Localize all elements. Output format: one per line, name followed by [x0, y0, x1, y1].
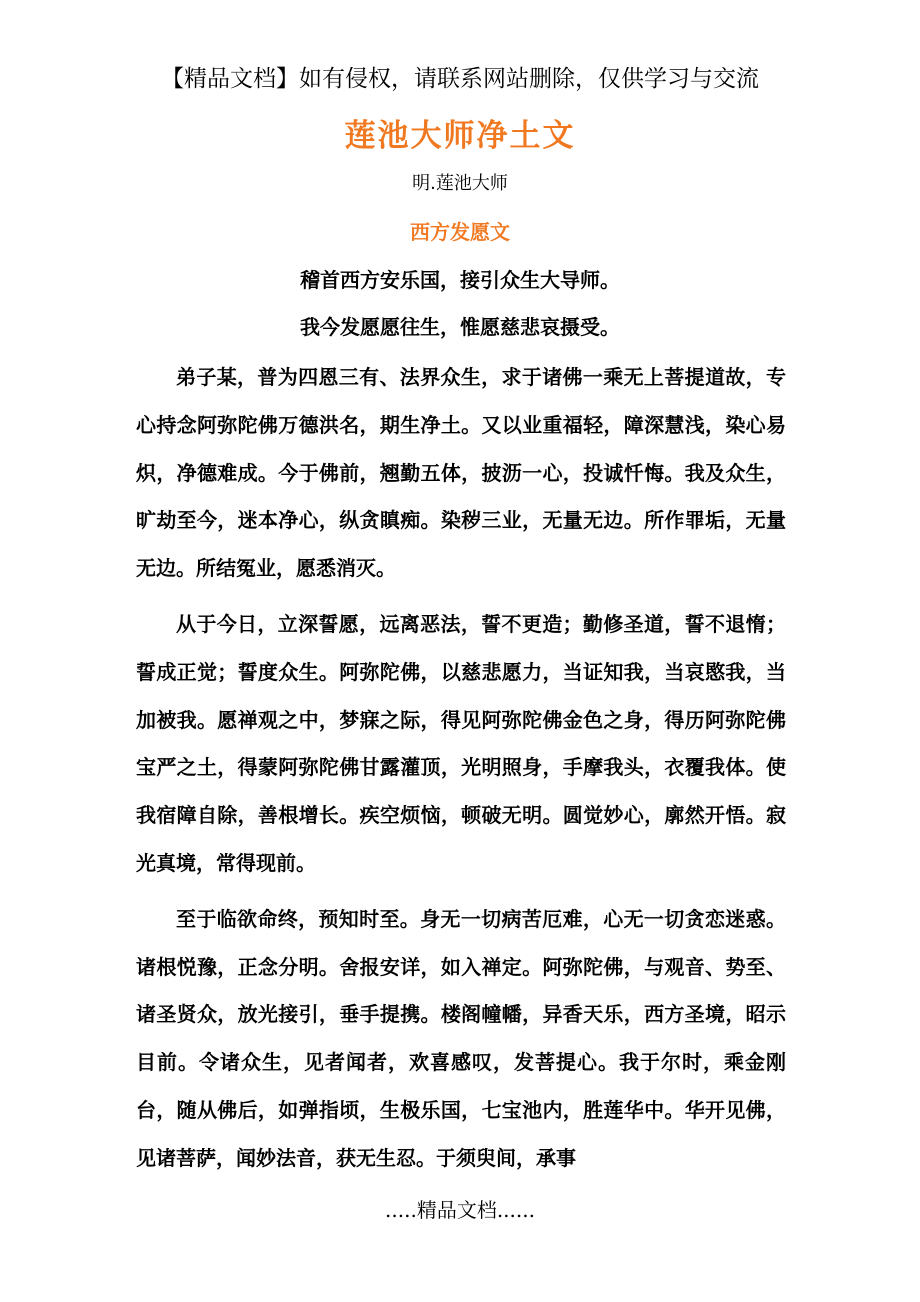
paragraph-2: 从于今日，立深誓愿，远离恶法，誓不更造；勤修圣道，誓不退惰；誓成正觉；誓度众生。阿弥陀佛，以慈悲愿力，当证知我，当哀愍我，当加被我。愿禅观之中，梦寐之际，得见阿弥陀佛金色之身，得历阿弥陀佛宝严之土，得蒙阿弥陀佛甘露灌顶，光明照身，手摩我头，衣覆我体。使我宿障自除，善根增长。疾空烦恼，顿破无明。圆觉妙心，廓然开悟。寂光真境，常得现前。 [136, 611, 786, 875]
verse-line-2: 我今发愿愿往生，惟愿慈悲哀摄受。 [300, 315, 620, 339]
header-notice: 【精品文档】如有侵权，请联系网站删除，仅供学习与交流 [161, 66, 759, 92]
paragraph-3: 至于临欲命终，预知时至。身无一切病苦厄难，心无一切贪恋迷惑。诸根悦豫，正念分明。舍报安详，如入禅定。阿弥陀佛，与观音、势至、诸圣贤众，放光接引，垂手提携。楼阁幢幡，异香天乐，西方圣境，昭示目前。令诸众生，见者闻者，欢喜感叹，发菩提心。我于尔时，乘金刚台，随从佛后，如弹指顷，生极乐国，七宝池内，胜莲华中。华开见佛，见诸菩萨，闻妙法音，获无生忍。于须臾间，承事 [136, 906, 786, 1170]
footer-notice: .....精品文档...... [385, 1198, 535, 1222]
verse-line-1: 稽首西方安乐国，接引众生大导师。 [300, 268, 620, 292]
document-body [136, 354, 786, 1191]
section-title: 西方发愿文 [410, 220, 510, 244]
document-title: 莲池大师净土文 [344, 118, 576, 154]
document-author: 明.莲池大师 [412, 173, 508, 194]
paragraph-1: 弟子某，普为四恩三有、法界众生，求于诸佛一乘无上菩提道故，专心持念阿弥陀佛万德洪名，期生净土。又以业重福轻，障深慧浅，染心易炽，净德难成。今于佛前，翘勤五体，披沥一心，投诚忏悔。我及众生，旷劫至今，迷本净心，纵贪瞋痴。染秽三业，无量无边。所作罪垢，无量无边。所结冤业，愿悉消灭。 [136, 365, 786, 581]
